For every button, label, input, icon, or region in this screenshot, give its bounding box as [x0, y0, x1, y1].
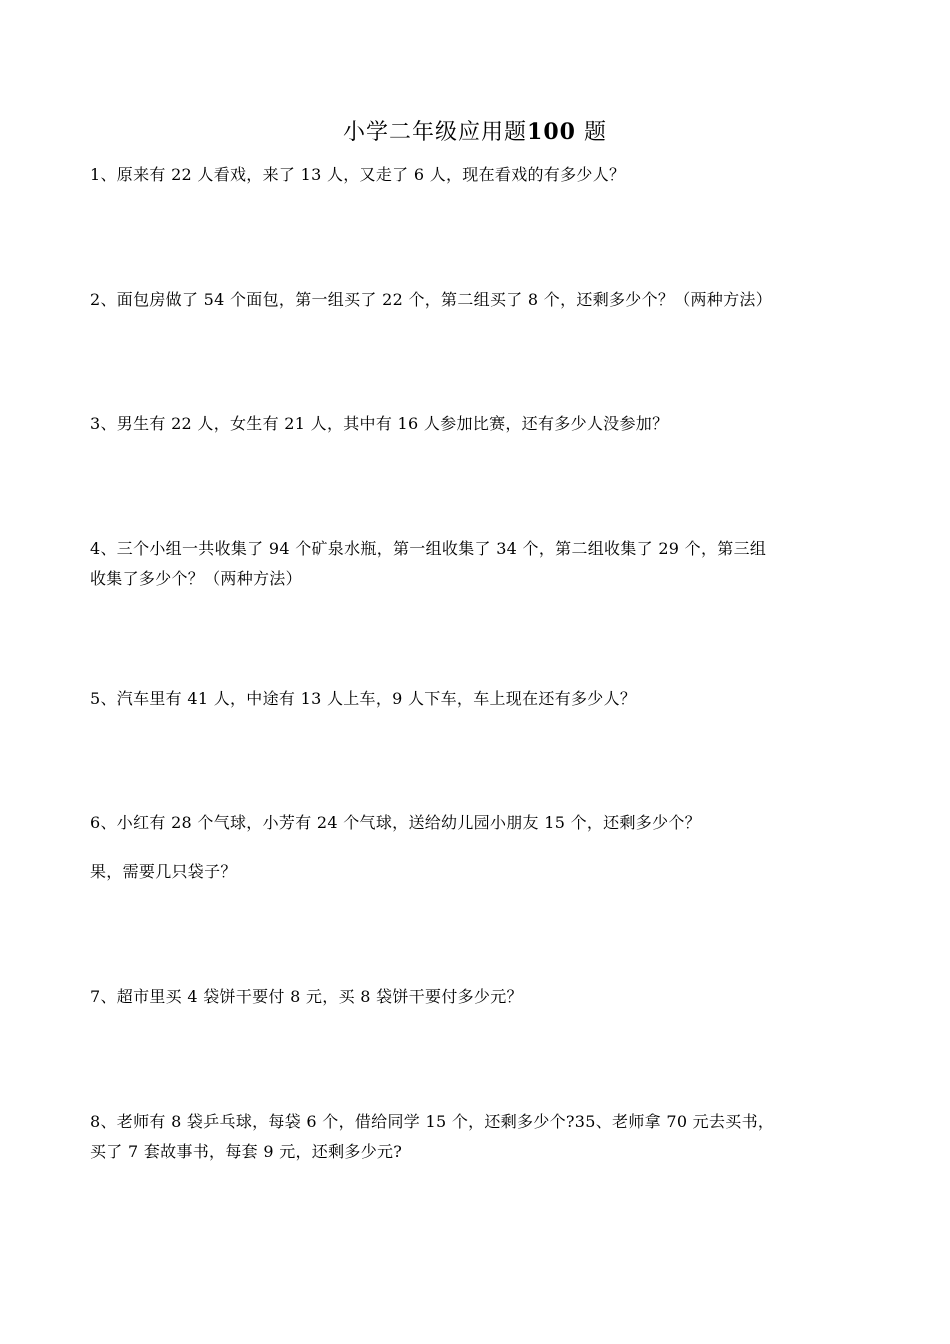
question-line: 1、原来有 22 人看戏，来了 13 人，又走了 6 人，现在看戏的有多少人？ — [90, 165, 626, 184]
question-4 — [90, 534, 865, 594]
title-number: 100 — [527, 119, 576, 145]
question-line: 2、面包房做了 54 个面包，第一组买了 22 个，第二组买了 8 个，还剩多少个？（两种方法） — [90, 290, 772, 309]
question-2 — [90, 285, 865, 315]
question-line: 4、三个小组一共收集了 94 个矿泉水瓶，第一组收集了 34 个，第二组收集了 29 个，第三组 — [90, 539, 767, 558]
question-line: 6、小红有 28 个气球，小芳有 24 个气球，送给幼儿园小朋友 15 个，还剩多少个？ — [90, 813, 701, 832]
question-line: 果，需要几只袋子？ — [90, 862, 237, 881]
question-8 — [90, 1107, 865, 1167]
question-6-fragment — [90, 857, 865, 887]
question-6 — [90, 808, 865, 838]
title-prefix: 小学二年级应用题 — [343, 120, 528, 145]
question-line: 3、男生有 22 人，女生有 21 人，其中有 16 人参加比赛，还有多少人没参加？ — [90, 414, 669, 433]
title-suffix: 题 — [575, 120, 607, 145]
question-line: 买了 7 套故事书，每套 9 元，还剩多少元? — [90, 1142, 403, 1161]
question-line: 收集了多少个？（两种方法） — [90, 569, 302, 588]
question-5 — [90, 684, 865, 714]
question-line: 8、老师有 8 袋乒乓球，每袋 6 个，借给同学 15 个，还剩多少个?35、老师拿 70 元去买书， — [90, 1112, 775, 1131]
question-line: 7、超市里买 4 袋饼干要付 8 元，买 8 袋饼干要付多少元？ — [90, 987, 523, 1006]
page-title — [0, 116, 950, 149]
question-3 — [90, 409, 865, 439]
question-7 — [90, 982, 865, 1012]
question-1 — [90, 160, 865, 190]
question-line: 5、汽车里有 41 人，中途有 13 人上车，9 人下车，车上现在还有多少人？ — [90, 689, 637, 708]
